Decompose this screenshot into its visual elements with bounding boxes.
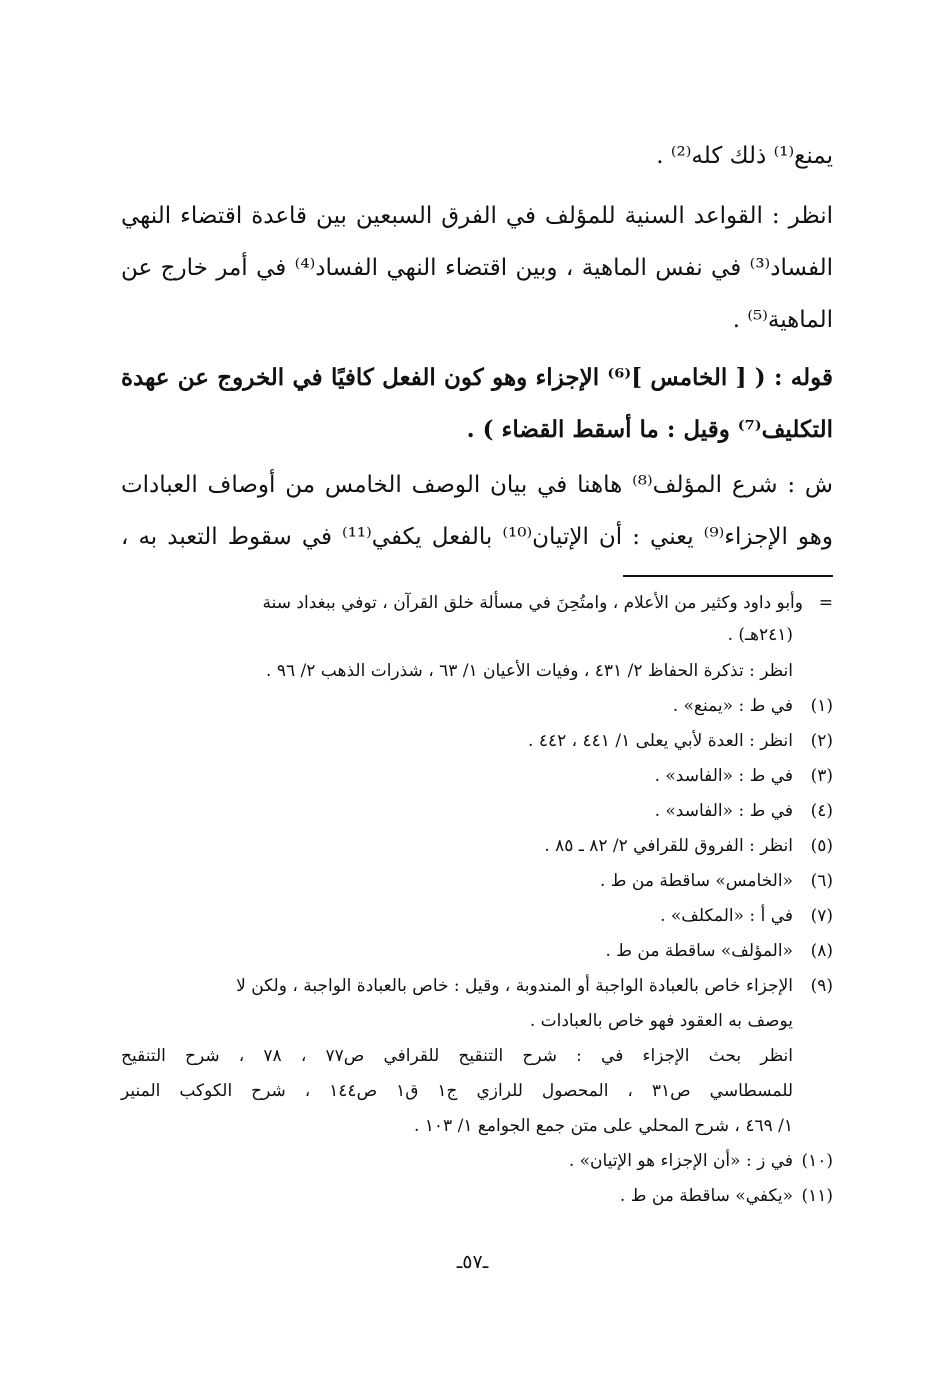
footnote-number: (٦) [810,871,833,891]
text-line: الفساد⁽³⁾ في نفس الماهية ، وبين اقتضاء النهي الفساد⁽⁴⁾ في أمر خارج عن [121,255,833,281]
footnote-number: (٢) [810,731,833,751]
footnote-text: ١/ ٤٦٩ ، شرح المحلي على متن جمع الجوامع ١/ ١٠٣ . [413,1116,793,1136]
footnote-text: (٢٤١هـ) . [727,625,793,645]
footnote-item [121,838,833,855]
quoted-text-line: قوله : ( [ الخامس ]⁽⁶⁾ الإجزاء وهو كون الفعل كافيًا في الخروج عن عهدة [121,364,834,391]
footnote-number: (٤) [810,801,833,821]
footnote-text: الإجزاء خاص بالعبادة الواجبة أو المندوبة ، وقيل : خاص بالعبادة الواجبة ، ولكن لا [236,976,793,996]
footnote-number: (٣) [810,766,833,786]
footnote-item [121,1188,833,1205]
continuation-mark: = [818,593,833,613]
footnote-item [121,698,833,715]
text-line: ش : شرع المؤلف⁽⁸⁾ هاهنا في بيان الوصف الخامس من أوصاف العبادات [121,472,833,498]
footnote-item [121,873,833,890]
footnote-text: انظر بحث الإجزاء في : شرح التنقيح للقرافي ص٧٧ ، ٧٨ ، شرح التنقيح [121,1046,793,1066]
footnote-number: (١٠) [801,1151,833,1171]
footnote-item [121,733,833,750]
quoted-text-line: التكليف⁽⁷⁾ وقيل : ما أسقط القضاء ) . [466,416,833,443]
footnote-text: «المؤلف» ساقطة من ط . [605,941,793,961]
footnote-item [121,1153,833,1170]
footnote-text: انظر : الفروق للقرافي ٢/ ٨٢ ـ ٨٥ . [544,836,793,856]
footnote-number: (٧) [810,906,833,926]
footnote-item [121,908,833,925]
text-line: انظر : القواعد السنية للمؤلف في الفرق السبعين بين قاعدة اقتضاء النهي [121,203,833,229]
text-line: وهو الإجزاء⁽⁹⁾ يعني : أن الإتيان⁽¹⁰⁾ بالفعل يكفي⁽¹¹⁾ في سقوط التعبد به ، [121,524,833,550]
footnote-text: في ط : «يمنع» . [672,696,793,716]
footnote-number: (٩) [810,976,833,996]
footnote-number: (٨) [810,941,833,961]
footnote-text: وأبو داود وكثير من الأعلام ، وامتُحِنَ في مسألة خلق القرآن ، توفي ببغداد سنة [262,593,803,613]
footnote-text: انظر : تذكرة الحفاظ ٢/ ٤٣١ ، وفيات الأعيان ١/ ٦٣ ، شذرات الذهب ٢/ ٩٦ . [266,661,793,681]
footnote-text: يوصف به العقود فهو خاص بالعبادات . [529,1011,793,1031]
footnote-text: في ط : «الفاسد» . [654,766,793,786]
footnote-item [121,978,833,995]
page-number: ـ٥٧ـ [456,1251,489,1273]
footnote-text: انظر : العدة لأبي يعلى ١/ ٤٤١ ، ٤٤٢ . [528,731,793,751]
text-line: يمنع⁽¹⁾ ذلك كله⁽²⁾ . [656,143,833,169]
footnote-item [121,943,833,960]
footnote-text: في ط : «الفاسد» . [654,801,793,821]
footnote-number: (٥) [810,836,833,856]
footnote-number: (١) [810,696,833,716]
footnote-item [121,768,833,785]
footnote-text: في ز : «أن الإجزاء هو الإتيان» . [568,1151,793,1171]
footnote-number: (١١) [801,1186,833,1206]
footnote-text: «الخامس» ساقطة من ط . [599,871,793,891]
footnote-text: «يكفي» ساقطة من ط . [619,1186,793,1206]
footnote-continuation [121,595,833,612]
text-line: الماهية⁽⁵⁾ . [732,307,833,333]
footnote-item [121,803,833,820]
footnote-text: في أ : «المكلف» . [660,906,793,926]
footnote-separator [623,575,833,577]
footnote-text: للمسطاسي ص٣١ ، المحصول للرازي ج١ ق١ ص١٤٤ ، شرح الكوكب المنير [121,1081,793,1101]
